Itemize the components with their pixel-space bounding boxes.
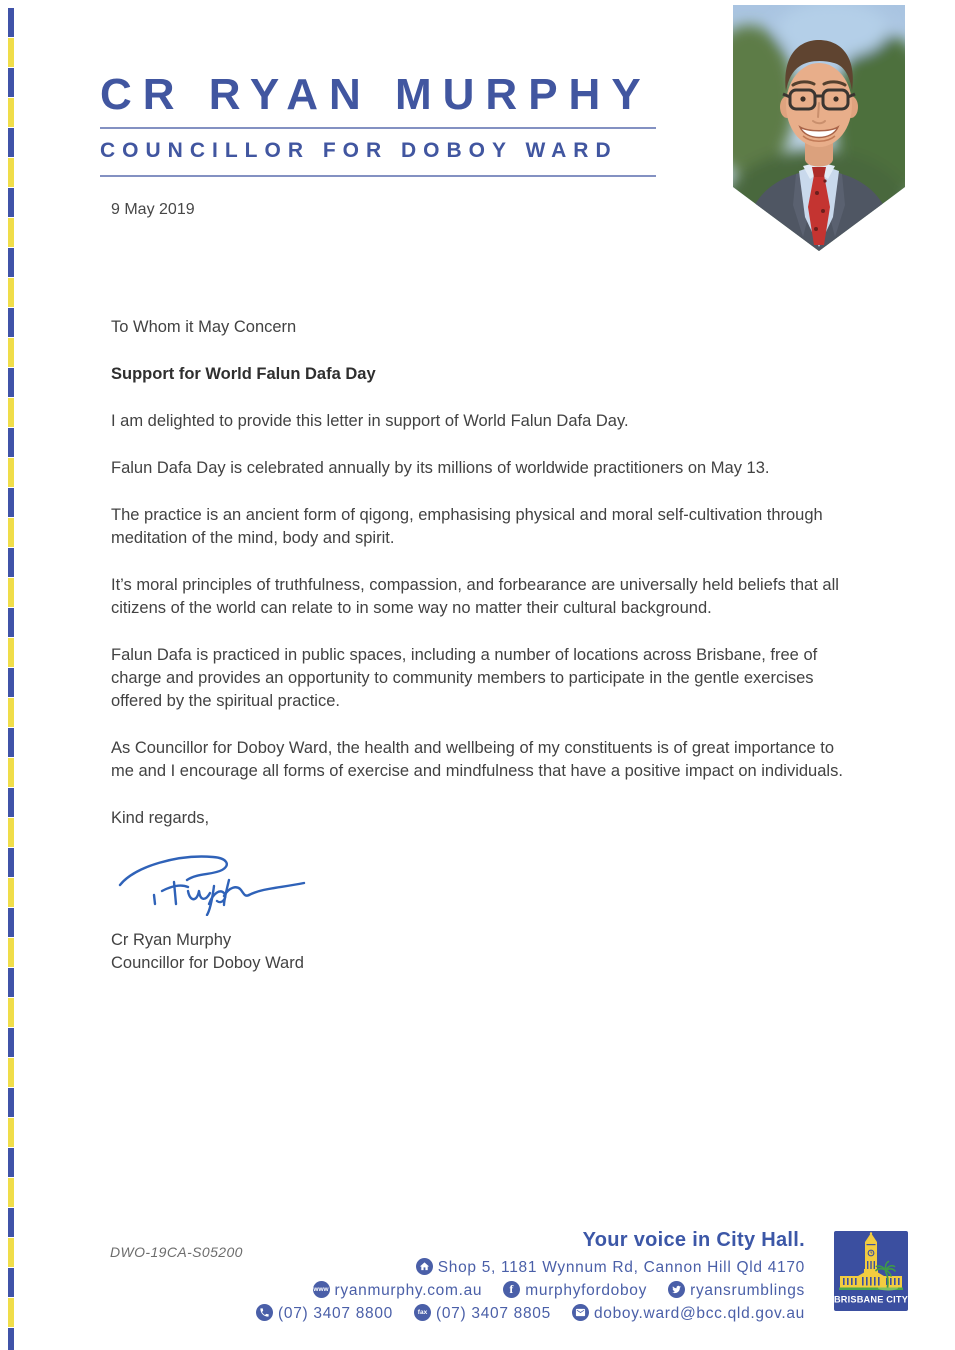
address-text: Shop 5, 1181 Wynnum Rd, Cannon Hill Qld 4170 — [437, 1259, 805, 1276]
letterhead-name: CR RYAN MURPHY — [100, 70, 656, 129]
paragraph: As Councillor for Doboy Ward, the health and wellbeing of my constituents is of great importance to me and I encourage all forms of exercise and mindfulness that have a positive impact on individuals. — [111, 739, 843, 780]
signature — [117, 848, 856, 923]
logo-text: BRISBANE CITY — [834, 1294, 908, 1305]
paragraph: I am delighted to provide this letter in support of World Falun Dafa Day. — [111, 412, 629, 430]
salutation: To Whom it May Concern — [111, 318, 297, 336]
brisbane-city-logo — [834, 1231, 908, 1311]
subject-line: Support for World Falun Dafa Day — [111, 365, 376, 383]
fax-number: (07) 3407 8805 — [436, 1305, 551, 1322]
website-text: ryanmurphy.com.au — [334, 1282, 483, 1299]
signer-title: Councillor for Doboy Ward — [111, 954, 304, 972]
twitter-icon — [668, 1281, 685, 1298]
fax-icon: fax — [414, 1304, 431, 1321]
letterhead-title: COUNCILLOR FOR DOBOY WARD — [100, 129, 656, 177]
letterhead — [100, 70, 656, 177]
letter-date: 9 May 2019 — [111, 201, 195, 218]
facebook-icon: f — [503, 1281, 520, 1298]
phone-number: (07) 3407 8800 — [278, 1305, 393, 1322]
footer-contact-block — [240, 1229, 805, 1325]
facebook-handle: murphyfordoboy — [525, 1282, 648, 1299]
document-code: DWO-19CA-S05200 — [110, 1244, 243, 1260]
paragraph: It’s moral principles of truthfulness, compassion, and forbearance are universally held beliefs that all citizens of the world can relate to in some way no matter their cultural background. — [111, 576, 839, 617]
letter-body — [111, 316, 856, 975]
page-edge-decoration — [8, 8, 14, 1350]
www-icon: www — [313, 1281, 330, 1298]
web-social-row — [240, 1279, 805, 1302]
signature-stroke — [117, 848, 307, 916]
signer-name: Cr Ryan Murphy — [111, 931, 232, 949]
phone-row — [240, 1302, 805, 1325]
closing: Kind regards, — [111, 809, 210, 827]
paragraph: The practice is an ancient form of qigong, emphasising physical and moral self-cultivation through meditation of the mind, body and spirit. — [111, 506, 823, 547]
twitter-handle: ryansrumblings — [690, 1282, 805, 1299]
email-icon — [572, 1304, 589, 1321]
home-icon — [416, 1258, 433, 1275]
email-address: doboy.ward@bcc.qld.gov.au — [593, 1305, 805, 1322]
portrait-photo — [733, 5, 905, 251]
portrait-illustration — [733, 5, 905, 251]
address-row — [240, 1256, 805, 1279]
paragraph: Falun Dafa is practiced in public spaces, including a number of locations across Brisbane, free of charge and provides an opportunity to community members to participate in the gentle exercises offered by the spiritual practice. — [111, 646, 818, 710]
phone-icon — [256, 1304, 273, 1321]
footer-tagline: Your voice in City Hall. — [582, 1229, 805, 1251]
paragraph: Falun Dafa Day is celebrated annually by its millions of worldwide practitioners on May 13. — [111, 459, 770, 477]
